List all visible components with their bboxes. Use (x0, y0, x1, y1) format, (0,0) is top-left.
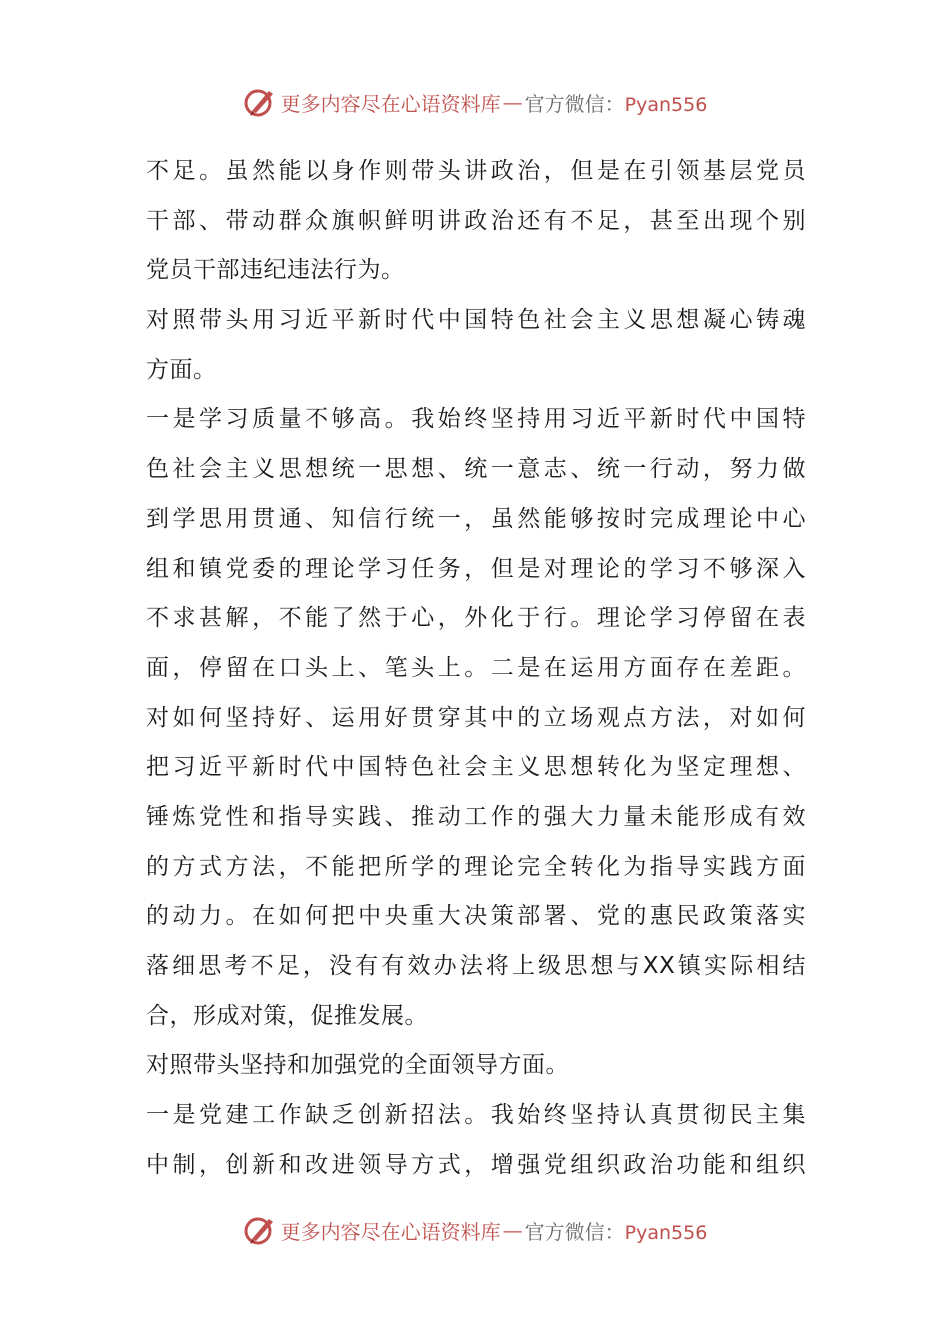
document-body (146, 147, 806, 1190)
watermark-handle: Pyan556 (624, 1221, 708, 1244)
text-line: 合，形成对策，促推发展。 (146, 1002, 428, 1029)
header-watermark (0, 82, 950, 122)
text-line: 落细思考不足，没有有效办法将上级思想与XX镇实际相结 (146, 953, 806, 979)
text-line: 对照带头坚持和加强党的全面领导方面。 (146, 1052, 569, 1079)
watermark-contact (525, 88, 708, 117)
text-line: 方面。 (146, 356, 217, 383)
text-line: 把习近平新时代中国特色社会主义思想转化为坚定理想、 (146, 754, 806, 781)
text-line: 一是学习质量不够高。我始终坚持用习近平新时代中国特 (146, 406, 806, 433)
footer-watermark (0, 1210, 950, 1250)
text-line: 中制，创新和改进领导方式，增强党组织政治功能和组织 (146, 1151, 806, 1178)
watermark-suffix: 官方微信： (524, 1219, 625, 1244)
text-line: 锤炼党性和指导实践、推动工作的强大力量未能形成有效 (146, 803, 806, 830)
text-line: 不求甚解，不能了然于心，外化于行。理论学习停留在表 (146, 605, 806, 632)
watermark-dash: — (502, 1218, 523, 1242)
text-line: 的动力。在如何把中央重大决策部署、党的惠民政策落实 (146, 903, 806, 930)
watermark-suffix: 官方微信： (524, 91, 625, 116)
text-line: 面，停留在口头上、笔头上。二是在运用方面存在差距。 (146, 654, 806, 681)
text-line: 到学思用贯通、知信行统一，虽然能够按时完成理论中心 (146, 505, 806, 532)
pen-logo-icon (243, 1213, 277, 1247)
watermark-text: 更多内容尽在心语资料库 (280, 1219, 501, 1244)
text-line: 一是党建工作缺乏创新招法。我始终坚持认真贯彻民主集 (146, 1102, 806, 1129)
watermark-handle: Pyan556 (624, 93, 708, 116)
watermark-dash: — (502, 90, 523, 114)
text-line: 党员干部违纪违法行为。 (146, 257, 405, 284)
text-line: 不足。虽然能以身作则带头讲政治，但是在引领基层党员 (146, 158, 806, 184)
text-line: 对照带头用习近平新时代中国特色社会主义思想凝心铸魂 (146, 307, 806, 334)
text-line: 色社会主义思想统一思想、统一意志、统一行动，努力做 (146, 456, 806, 483)
watermark-contact (525, 1216, 708, 1245)
text-line: 对如何坚持好、运用好贯穿其中的立场观点方法，对如何 (146, 704, 806, 731)
text-line: 组和镇党委的理论学习任务，但是对理论的学习不够深入 (146, 555, 806, 582)
text-line: 干部、带动群众旗帜鲜明讲政治还有不足，甚至出现个别 (146, 207, 806, 234)
text-line: 的方式方法，不能把所学的理论完全转化为指导实践方面 (146, 853, 806, 880)
watermark-text: 更多内容尽在心语资料库 (280, 91, 501, 116)
pen-logo-icon (243, 85, 277, 119)
